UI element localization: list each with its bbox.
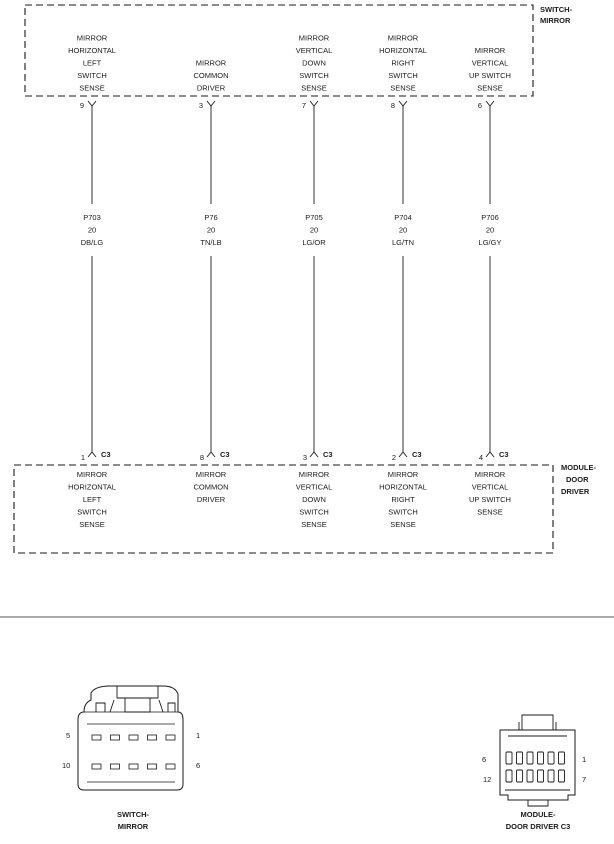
module-cavity [506,770,512,782]
module-pin-1-function-text: SWITCH [77,507,107,517]
bottom-terminal-3 [310,452,318,457]
top-terminal-4 [399,101,407,106]
module-pin-2-function-text: SWITCH [388,507,418,517]
switch-pin-label-bottom-right: 6 [196,761,201,770]
switch-pin-9-function-text: MIRROR [76,33,108,43]
switch-cavity [166,764,175,769]
module-pin-3-number: 3 [302,453,308,462]
switch-cavity [129,764,138,769]
switch-pin-3-number: 3 [198,101,204,110]
switch-pin-6-function-text: VERTICAL [471,58,509,68]
bottom-terminal-2 [207,452,215,457]
wire-color-label: TN/LB [200,238,222,247]
module-connector-id: C3 [412,450,422,459]
switch-pin-3-function-text: MIRROR [195,58,227,68]
module-title-line-2: DOOR [566,475,589,484]
switch-pin-6-function-text: SENSE [477,83,503,93]
switch-cavity [166,735,175,740]
wire-color-label: DB/LG [80,238,104,247]
module-pin-8-function-text: COMMON [193,482,229,492]
wire-circuit-label: P76 [204,213,218,222]
switch-pin-8-function-text: SWITCH [388,71,418,80]
module-pin-2-function-text: MIRROR [387,470,419,479]
module-pin-1-function-text: HORIZONTAL [68,482,116,492]
wire-circuit-label: P704 [394,213,412,222]
module-pin-4-function-text: UP SWITCH [469,495,511,504]
switch-cavity [148,735,157,740]
switch-pin-6-function-text: UP SWITCH [469,71,511,80]
switch-connector-housing [78,686,183,790]
switch-pin-9-function-text: SENSE [79,83,105,93]
module-connector-id: C3 [323,450,333,459]
module-pin-2-number: 2 [391,453,397,462]
module-cavity [506,752,512,764]
switch-pin-7-function-text: VERTICAL [295,46,333,55]
module-caption-line-2: DOOR DRIVER C3 [505,822,571,831]
module-pin-3-function-text: DOWN [302,495,326,504]
switch-pin-8-function-text: RIGHT [391,58,415,68]
module-pin-4-function-text: SENSE [477,507,503,517]
module-pin-label-bottom-right: 7 [582,775,587,784]
switch-cavity [111,764,120,769]
module-pin-1-number: 1 [80,453,86,462]
switch-pin-label-top-right: 1 [196,731,201,740]
module-cavity [548,770,554,782]
switch-cavity [92,735,101,740]
switch-mirror-pin-labels [68,34,511,111]
switch-connector-latch [96,686,175,712]
wire-color-label: LG/TN [391,238,415,247]
switch-pin-9-function-text: LEFT [82,58,102,68]
top-terminal-1 [88,101,96,106]
top-terminal-2 [207,101,215,106]
bottom-terminal-5 [486,452,494,457]
switch-mirror-title-line-1: SWITCH- [540,5,573,14]
wire-color-label: LG/OR [302,238,326,247]
switch-mirror-connector-view [62,686,200,831]
wire-color-label: LG/GY [478,238,502,247]
module-title-line-1: MODULE- [561,463,596,472]
switch-pin-9-function-text: HORIZONTAL [68,46,116,55]
switch-pin-7-function-text: MIRROR [298,33,330,43]
wire-gauge-label: 20 [87,225,97,235]
wire-gauge-label: 20 [398,225,408,235]
module-pin-1-function-text: LEFT [82,495,102,504]
wire-gauge-label: 20 [309,225,319,235]
switch-pin-6-number: 6 [477,101,483,110]
module-pin-3-function-text: VERTICAL [295,482,333,492]
switch-mirror-title-line-2: MIRROR [540,16,571,25]
top-terminal-3 [310,101,318,106]
switch-pin-9-number: 9 [79,101,85,110]
wire-circuit-label: P703 [83,213,101,222]
wire-circuit-label: P706 [481,213,499,222]
module-pin-label-top-left: 6 [482,755,487,764]
switch-pin-7-function-text: SENSE [301,83,327,93]
module-pin-3-function-text: SENSE [301,520,327,529]
switch-pin-9-function-text: SWITCH [77,71,107,80]
wire-gauge-label: 20 [206,225,216,235]
switch-cavity [92,764,101,769]
switch-pin-7-function-text: SWITCH [299,71,329,80]
switch-caption-line-1: SWITCH- [116,810,150,819]
module-pin-2-function-text: SENSE [390,520,416,529]
module-cavity [517,770,523,782]
bottom-terminal-4 [399,452,407,457]
switch-cavity [111,735,120,740]
module-connector-id: C3 [499,450,509,459]
switch-connector-inner-ridge [84,712,178,782]
wire-circuit-label: P705 [305,213,323,222]
module-pin-8-number: 8 [199,453,205,462]
top-terminal-5 [486,101,494,106]
module-caption-line-1: MODULE- [520,810,556,819]
module-c3-connector-view [482,715,586,831]
module-pin-2-function-text: RIGHT [391,495,415,504]
module-pin-labels [68,450,511,529]
switch-pin-3-function-text: COMMON [193,71,229,80]
switch-pin-3-function-text: DRIVER [196,83,226,93]
wire-gauge-label: 20 [485,225,495,235]
module-connector-id: C3 [101,450,111,459]
module-cavity [559,752,565,764]
module-pin-4-function-text: MIRROR [474,470,506,479]
wire-group [81,101,502,457]
switch-cavity [148,764,157,769]
switch-pin-8-function-text: HORIZONTAL [379,46,427,55]
module-pin-label-top-right: 1 [582,755,587,764]
switch-pin-6-function-text: MIRROR [474,46,506,55]
module-cavity [527,752,533,764]
switch-connector-cavities [92,735,175,769]
switch-pin-7-function-text: DOWN [302,58,326,68]
module-connector-id: C3 [220,450,230,459]
module-cavity [517,752,523,764]
switch-cavity [129,735,138,740]
module-pin-8-function-text: DRIVER [196,495,226,504]
switch-pin-8-number: 8 [390,101,396,110]
switch-caption-line-2: MIRROR [117,822,149,831]
module-pin-3-function-text: SWITCH [299,507,329,517]
module-cavity [527,770,533,782]
bottom-terminal-1 [88,452,96,457]
module-cavity [559,770,565,782]
module-connector-cavities [506,752,565,782]
switch-pin-label-top-left: 5 [66,731,71,740]
module-pin-label-bottom-left: 12 [483,775,492,784]
module-cavity [538,752,544,764]
module-connector-housing [500,730,575,800]
module-pin-4-function-text: VERTICAL [471,482,509,492]
module-pin-1-function-text: MIRROR [76,470,108,479]
switch-pin-7-number: 7 [301,101,307,110]
switch-pin-8-function-text: SENSE [390,83,416,93]
module-title-line-3: DRIVER [561,487,590,496]
switch-pin-8-function-text: MIRROR [387,33,419,43]
module-cavity [548,752,554,764]
module-cavity [538,770,544,782]
module-pin-1-function-text: SENSE [79,520,105,529]
switch-pin-label-bottom-left: 10 [62,761,71,770]
module-pin-2-function-text: HORIZONTAL [379,482,427,492]
module-pin-8-function-text: MIRROR [195,470,227,479]
module-pin-4-number: 4 [478,453,484,462]
module-pin-3-function-text: MIRROR [298,470,330,479]
